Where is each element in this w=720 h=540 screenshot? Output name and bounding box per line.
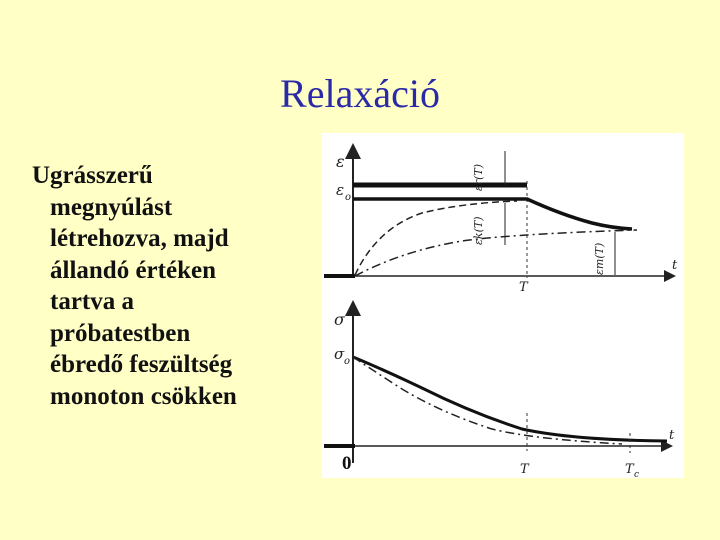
strain-recovery-curve	[353, 199, 632, 229]
zero-label: 0	[342, 453, 352, 474]
text-line-7: ébredő feszültség	[50, 351, 233, 378]
bottom-Tc-subscript: c	[634, 470, 640, 478]
stress-relaxation-curve	[353, 357, 667, 441]
eps-k-label: εk(T)	[472, 216, 485, 245]
text-line-8: monoton csökken	[50, 382, 237, 410]
top-x-axis-label: t	[672, 258, 678, 273]
slide-body-text	[32, 160, 322, 412]
top-y-axis-label: ε	[336, 152, 345, 171]
text-line-6: próbatestben	[50, 319, 191, 347]
text-line-4: állandó értéken	[50, 256, 216, 284]
text-line-2: megnyúlást	[50, 193, 173, 221]
bottom-T-label: T	[520, 462, 529, 477]
eps-r-label: εr(T)	[472, 163, 485, 191]
top-T-label: T	[519, 280, 528, 295]
text-line-1: Ugrásszerű	[32, 162, 153, 189]
bottom-x-axis-label: t	[669, 428, 675, 443]
bottom-y-axis-label: σ	[334, 310, 345, 329]
text-line-5: tartva a	[50, 288, 134, 315]
eps-m-label: εm(T)	[593, 242, 606, 275]
stress-model-curve	[353, 357, 622, 444]
bottom-Tc-label: T	[625, 462, 634, 477]
bottom-sigma0-label: σ	[334, 345, 345, 363]
text-line-3: létrehozva, majd	[50, 225, 229, 252]
relaxation-diagram-svg	[322, 133, 684, 478]
slide-title: Relaxáció	[280, 71, 440, 116]
relaxation-diagram	[322, 133, 684, 478]
top-eps0-subscript: o	[345, 192, 352, 203]
bottom-sigma0-subscript: o	[344, 356, 351, 367]
top-eps0-label: ε	[336, 181, 345, 199]
